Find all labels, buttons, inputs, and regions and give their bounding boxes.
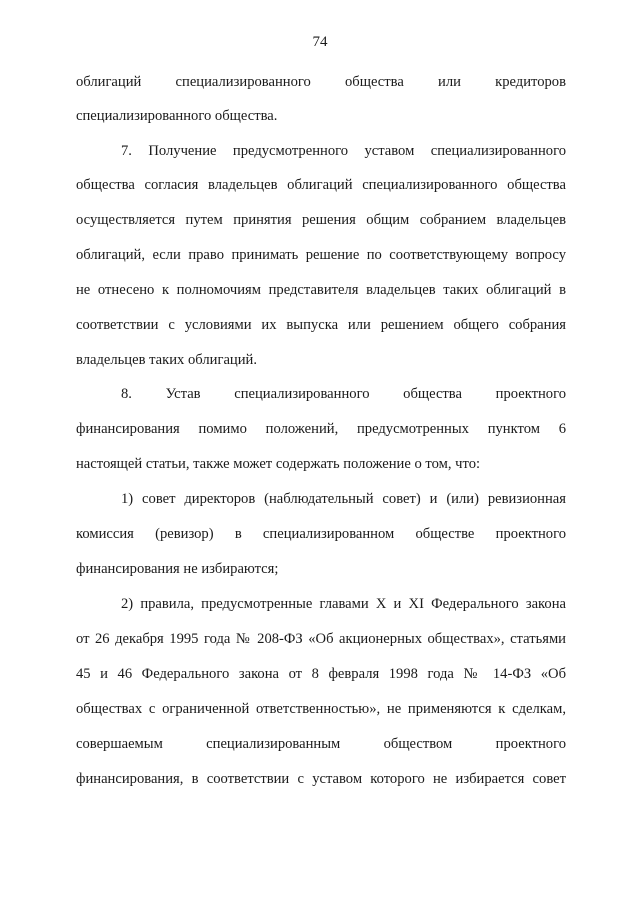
paragraph-8-start: 8. Устав специализированного общества проектного: [121, 386, 566, 402]
text-line: специализированного общества.: [76, 108, 278, 124]
text-line: обществах с ограниченной ответственностью», не применяются к сделкам,: [76, 701, 566, 717]
text-line: не отнесено к полномочиям представителя владельцев таких облигаций в: [76, 282, 566, 298]
text-line: комиссия (ревизор) в специализированном обществе проектного: [76, 526, 566, 542]
text-line: общества согласия владельцев облигаций специализированного общества: [76, 177, 566, 193]
text-line: 45 и 46 Федерального закона от 8 февраля 1998 года № 14-ФЗ «Об: [76, 666, 566, 682]
text-line: осуществляется путем принятия решения общим собранием владельцев: [76, 212, 566, 228]
page-number: 74: [312, 34, 328, 50]
paragraph-7-start: 7. Получение предусмотренного уставом специализированного: [121, 143, 566, 159]
text-line: настоящей статьи, также может содержать положение о том, что:: [76, 456, 481, 472]
item-1-start: 1) совет директоров (наблюдательный совет) и (или) ревизионная: [121, 491, 566, 507]
text-line: от 26 декабря 1995 года № 208-ФЗ «Об акционерных обществах», статьями: [76, 631, 566, 647]
text-line: облигаций, если право принимать решение по соответствующему вопросу: [76, 247, 566, 263]
text-line: совершаемым специализированным обществом проектного: [76, 736, 566, 752]
item-2-start: 2) правила, предусмотренные главами X и XI Федерального закона: [121, 596, 566, 612]
text-line: соответствии с условиями их выпуска или решением общего собрания: [76, 317, 566, 333]
text-line: облигаций специализированного общества или кредиторов: [76, 74, 566, 90]
text-line: финансирования не избираются;: [76, 561, 279, 577]
text-line: владельцев таких облигаций.: [76, 352, 257, 368]
text-line: финансирования помимо положений, предусмотренных пунктом 6: [76, 421, 566, 437]
text-line: финансирования, в соответствии с уставом которого не избирается совет: [76, 771, 566, 787]
